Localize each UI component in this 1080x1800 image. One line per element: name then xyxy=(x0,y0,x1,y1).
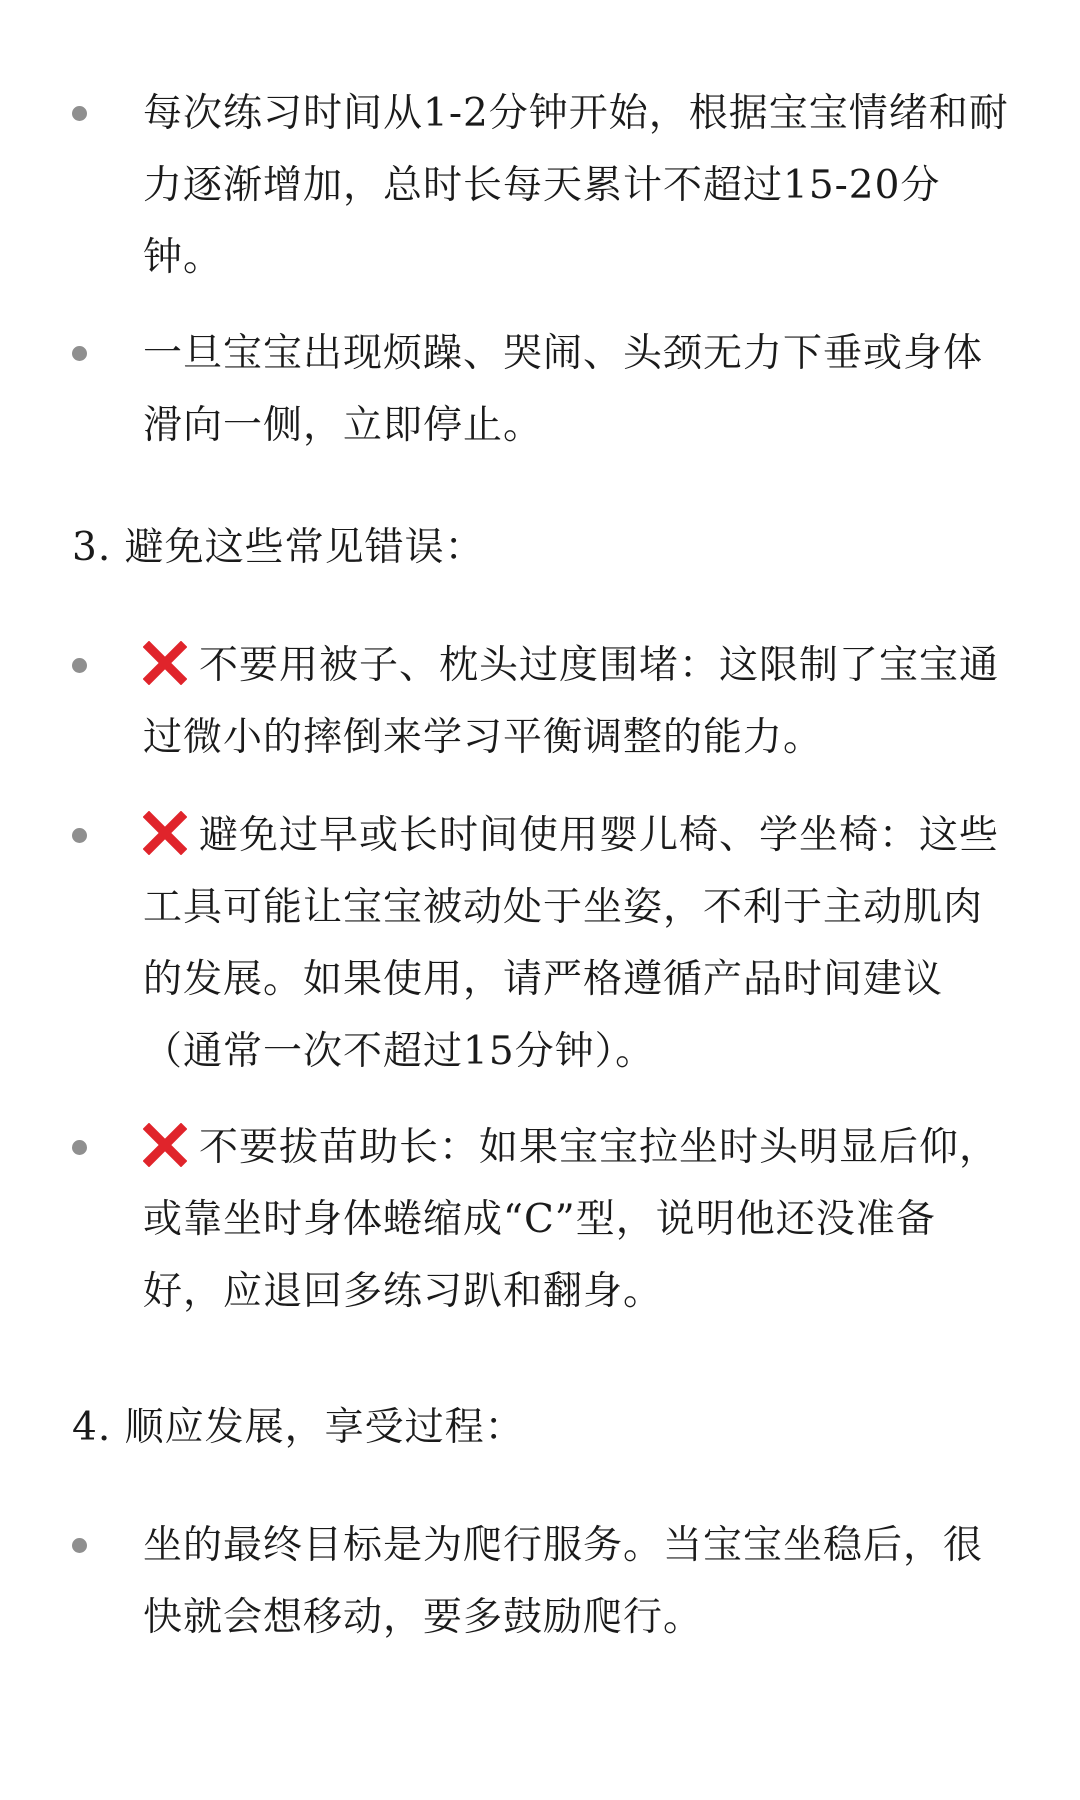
cross-mark-icon xyxy=(143,811,187,855)
list-item-label: 不要用被子、枕头过度围堵：这限制了宝宝通过微小的摔倒来学习平衡调整的能力。 xyxy=(143,643,1000,760)
section-heading: 3. 避免这些常见错误： xyxy=(72,525,485,570)
list-item-label: 不要拔苗助长：如果宝宝拉坐时头明显后仰，或靠坐时身体蜷缩成“C”型，说明他还没准备好，应退回多练习趴和翻身。 xyxy=(143,1125,1000,1314)
list-item-label: 避免过早或长时间使用婴儿椅、学坐椅：这些工具可能让宝宝被动处于坐姿，不利于主动肌肉的发展。如果使用，请严格遵循产品时间建议（通常一次不超过15分钟）。 xyxy=(143,813,1000,1074)
list-item-text xyxy=(143,800,1009,1088)
section-heading: 4. 顺应发展，享受过程： xyxy=(72,1405,525,1450)
cross-mark-icon xyxy=(143,1123,187,1167)
bullet-dot-icon xyxy=(72,1538,87,1553)
list-item-text: 每次练习时间从1-2分钟开始，根据宝宝情绪和耐力逐渐增加，总时长每天累计不超过15-20分钟。 xyxy=(143,91,1009,280)
bullet-dot-icon xyxy=(72,1140,87,1155)
list-item-text: 一旦宝宝出现烦躁、哭闹、头颈无力下垂或身体滑向一侧，立即停止。 xyxy=(143,331,984,448)
bullet-dot-icon xyxy=(72,106,87,121)
bullet-dot-icon xyxy=(72,828,87,843)
list-item-text xyxy=(143,1112,1009,1328)
bullet-dot-icon xyxy=(72,346,87,361)
cross-mark-icon xyxy=(143,641,187,685)
list-item-text xyxy=(143,630,1009,774)
bullet-dot-icon xyxy=(72,658,87,673)
list-item-text: 坐的最终目标是为爬行服务。当宝宝坐稳后，很快就会想移动，要多鼓励爬行。 xyxy=(143,1523,984,1640)
